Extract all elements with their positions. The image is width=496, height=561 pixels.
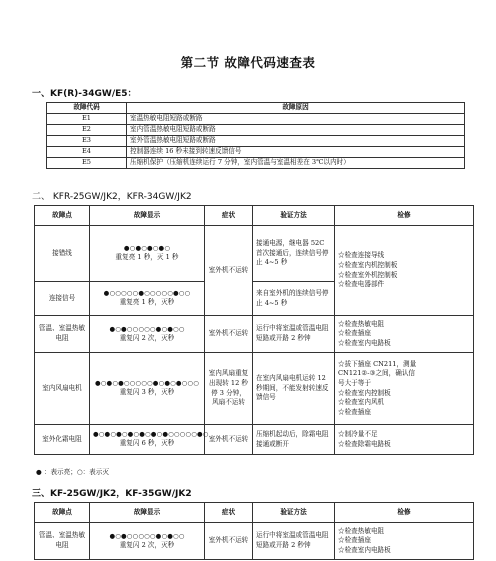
method-cell: 运行中将室温或管温电阻短路或开路 2 秒钟 xyxy=(253,523,335,560)
display-desc: 重复闪 3 秒，灭秒 xyxy=(119,388,175,397)
method-cell: 压缩机起动后，除霜电阻接通或断开 xyxy=(253,425,335,455)
code-cell: E2 xyxy=(47,124,127,135)
fault-display-cell xyxy=(90,353,205,425)
display-desc: 重复闪 6 秒，灭秒 xyxy=(119,439,175,448)
fault-display-cell xyxy=(90,316,205,353)
code-cell: E3 xyxy=(47,135,127,146)
symptom-cell: 室外机不运转 xyxy=(205,523,253,560)
cause-cell: 控制器连续 16 秒未接到转速反馈信号 xyxy=(127,146,465,157)
header-symptom: 症状 xyxy=(205,206,253,226)
method-cell: 在室内风扇电机运转 12 秒期间，不能发射转速反馈信号 xyxy=(253,353,335,425)
display-desc: 重复闪 2 次，灭秒 xyxy=(119,540,175,549)
fix-item: ☆检查插座 xyxy=(338,407,371,416)
table-row xyxy=(35,226,474,282)
fault-display-table-kf-jk2 xyxy=(34,502,474,560)
fix-item: ☆检查连接导线 xyxy=(338,251,385,260)
fix-item: ☆检查电器部件 xyxy=(338,280,385,289)
header-point: 故障点 xyxy=(35,206,90,226)
table-row xyxy=(35,523,474,560)
table-header-row xyxy=(47,103,465,114)
header-display: 故障显示 xyxy=(90,503,205,523)
code-cell: E4 xyxy=(47,146,127,157)
table-row xyxy=(47,146,465,157)
display-desc: 重复闪 2 次，灭秒 xyxy=(119,333,175,342)
fault-display-cell xyxy=(90,523,205,560)
led-pattern: ●○●○●○○○○○●○●○●○○○ xyxy=(95,379,199,388)
table-row xyxy=(47,157,465,168)
fault-display-cell xyxy=(90,226,205,282)
symptom-cell: 室外机不运转 xyxy=(205,316,253,353)
table-row xyxy=(35,425,474,455)
section3-heading: 三、KF-25GW/JK2，KF-35GW/JK2 xyxy=(32,489,192,499)
fix-cell xyxy=(335,226,474,316)
display-desc: 重复亮 1 秒，灭 1 秒 xyxy=(115,253,179,262)
fault-point-cell: 室内风扇电机 xyxy=(35,353,90,425)
fix-item: ☆检查除霜电路板 xyxy=(338,439,391,448)
page-title: 第二节 故障代码速查表 xyxy=(180,55,316,70)
fix-item: CN121②-③之间，确认信 xyxy=(338,369,416,378)
fault-display-cell xyxy=(90,425,209,455)
fix-item: ☆检查室内机控制板 xyxy=(338,260,398,269)
symptom-cell: 室外机不运转 xyxy=(205,425,253,455)
led-pattern: ●○○○○○●○○○○○●○○ xyxy=(103,289,191,298)
method-cell: 来自室外机的连续信号停止 4~5 秒 xyxy=(253,282,335,316)
table-row xyxy=(35,353,474,425)
fix-cell xyxy=(335,316,474,353)
fault-display-table-jk2 xyxy=(34,205,474,455)
fault-point-cell: 接错线 xyxy=(35,226,90,282)
table-row xyxy=(47,124,465,135)
fix-item: ☆检查室内风机 xyxy=(338,398,385,407)
fix-item: 号大于等于 xyxy=(338,378,371,387)
table-row xyxy=(47,135,465,146)
fault-point-cell: 连接信号 xyxy=(35,282,90,316)
led-pattern: ●○●○●○●○ xyxy=(123,244,171,253)
fault-display-cell xyxy=(90,282,205,316)
method-cell: 运行中将室温或管温电阻短路或开路 2 秒钟 xyxy=(253,316,335,353)
section1-heading: 一、KF(R)-34GW/E5： xyxy=(32,89,137,99)
fix-item: ☆检查热敏电阻 xyxy=(338,526,385,535)
cause-cell: 室外管温热敏电阻短路或断路 xyxy=(127,135,465,146)
table-header-row xyxy=(35,503,474,523)
table-header-row xyxy=(35,206,474,226)
code-cell: E5 xyxy=(47,157,127,168)
fix-item: ☆检查室内控制板 xyxy=(338,388,391,397)
header-display: 故障显示 xyxy=(90,206,205,226)
fault-point-cell: 管温、室温热敏电阻 xyxy=(35,523,90,560)
cause-cell: 压缩机保护（压缩机连续运行 7 分钟，室内管温与室温相差在 3℃以内时） xyxy=(127,157,465,168)
header-code: 故障代码 xyxy=(47,103,127,114)
header-point: 故障点 xyxy=(35,503,90,523)
cause-cell: 室内管温热敏电阻短路或断路 xyxy=(127,124,465,135)
fix-item: ☆检查热敏电阻 xyxy=(338,319,385,328)
error-code-table-e-series xyxy=(46,102,465,169)
fix-item: ☆拔下插座 CN211，测量 xyxy=(338,359,417,368)
fix-cell xyxy=(335,353,474,425)
fault-point-cell: 管温、室温热敏电阻 xyxy=(35,316,90,353)
led-pattern: ●○●○○○○○●○●○○ xyxy=(109,324,185,333)
fault-point-cell: 室外化霜电阻 xyxy=(35,425,90,455)
header-fix: 检修 xyxy=(335,206,474,226)
table-row xyxy=(35,316,474,353)
display-desc: 重复亮 1 秒，灭秒 xyxy=(119,298,175,307)
section2-heading: 二、 KFR-25GW/JK2，KFR-34GW/JK2 xyxy=(32,192,192,202)
fix-item: ☆检查插座 xyxy=(338,329,371,338)
method-cell: 接通电源，继电器 52C 首次接通后，连续信号停止 4~5 秒 xyxy=(253,226,335,282)
fix-item: ☆检查室内电路板 xyxy=(338,545,391,554)
header-cause: 故障原因 xyxy=(127,103,465,114)
fix-item: ☆检查室外机控制板 xyxy=(338,270,398,279)
fix-cell xyxy=(335,523,474,560)
symptom-cell: 室内风扇重复出现转 12 秒停 3 分钟，风扇不运转 xyxy=(205,353,253,425)
table-row xyxy=(47,113,465,124)
code-cell: E1 xyxy=(47,113,127,124)
led-pattern: ●○●○●○●○●○●○●○○○○○●○ xyxy=(93,430,209,439)
header-fix: 检修 xyxy=(335,503,474,523)
fix-cell xyxy=(335,425,474,455)
led-legend: ● ：表示亮；○：表示灭 xyxy=(36,468,109,476)
header-method: 验证方法 xyxy=(253,206,335,226)
fix-item: ☆制冷量不足 xyxy=(338,429,378,438)
symptom-cell: 室外机不运转 xyxy=(205,226,253,316)
cause-cell: 室温热敏电阻短路或断路 xyxy=(127,113,465,124)
fix-item: ☆检查室内电路板 xyxy=(338,338,391,347)
led-pattern: ●○●○○○○○●○●○○ xyxy=(109,531,185,540)
header-method: 验证方法 xyxy=(253,503,335,523)
fix-item: ☆检查插座 xyxy=(338,536,371,545)
header-symptom: 症状 xyxy=(205,503,253,523)
